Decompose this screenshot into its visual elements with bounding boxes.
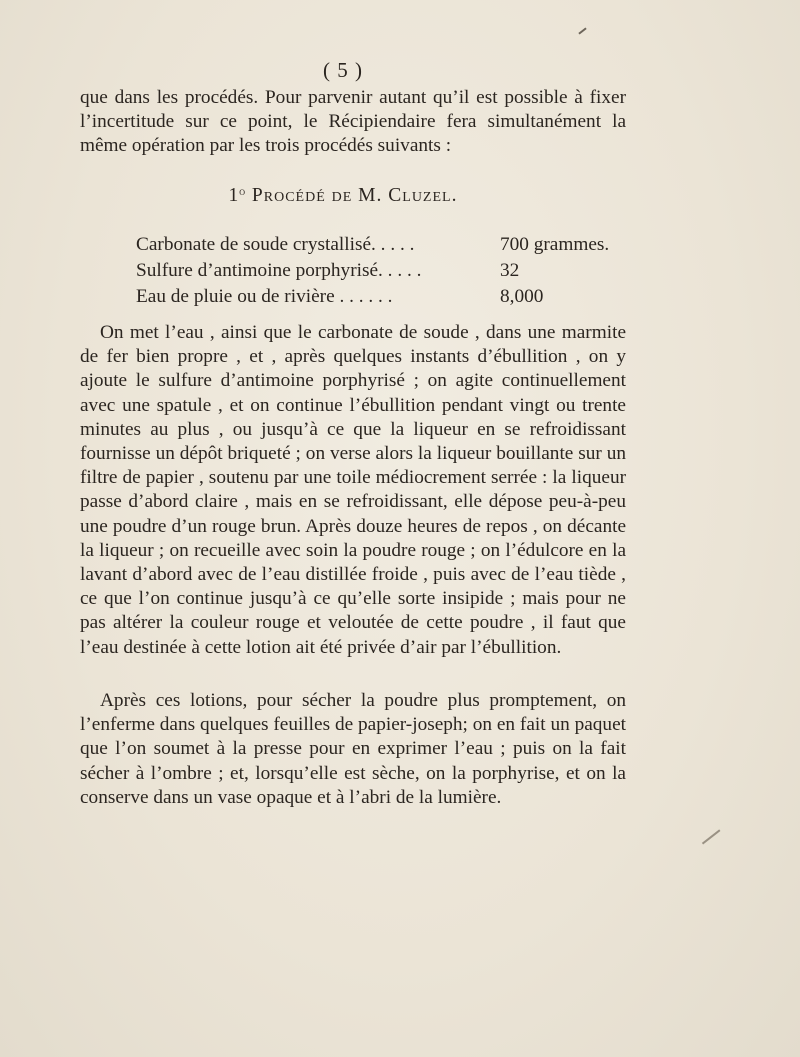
ingredient-row [136,284,636,310]
main-paragraph: On met l’eau , ainsi que le carbonate de soude , dans une marmite de fer bien propre , et , après quelques instants d’ébullition , on y ajoute le sulfure d’antimoine porphyrisé ; on agite continuellement avec une spatule , et on continue l’ébullition pendant vingt ou trente minutes au plus , ou jusqu’à ce que la liqueur en se refroidissant fournisse un dépôt briqueté ; on verse alors la liqueur bouillante sur un filtre de papier , soutenu par une toile médiocrement serrée : la liqueur passe d’abord claire , mais en se refroidissant, elle dépose peu-à-peu une poudre d’un rouge brun. Après douze heures de repos , on décante la liqueur ; on recueille avec soin la poudre rouge ; on l’édulcore en la lavant d’abord avec de l’eau distillée froide , puis avec de l’eau tiède , ce que l’on continue jusqu’à ce qu’elle sorte insipide ; mais pour ne pas altérer la couleur rouge et veloutée de cette poudre , il faut que l’eau destinée à cette lotion ait été privée d’air par l’ébullition. [80,322,626,658]
ingredient-quantity: 700 grammes. [500,234,610,255]
section-number: 1 [228,185,240,206]
closing-paragraph: Après ces lotions, pour sécher la poudre plus promptement, on l’enferme dans quelques feuilles de papier-joseph; on en fait un paquet que l’on soumet à la presse pour en exprimer l’eau ; puis on la fait sécher à l’ombre ; et, lorsqu’elle est sèche, on la porphyrise, et on la conserve dans un vase opaque et à l’abri de la lumière. [80,690,626,808]
ingredient-name: Eau de pluie ou de rivière . . . . . . [136,286,393,307]
ink-mark [702,829,720,844]
ink-mark [578,27,586,34]
ingredient-row [136,258,636,284]
ingredient-name: Sulfure d’antimoine porphyrisé. . . . . [136,260,422,281]
intro-paragraph: que dans les procédés. Pour parvenir autant qu’il est possible à fixer l’incertitude sur ce point, le Récipiendaire fera simultanément la même opération par les trois procédés suivants : [80,87,626,157]
ingredient-quantity: 32 [500,260,520,281]
ingredient-name: Carbonate de soude crystallisé. . . . . [136,234,415,255]
ingredient-row [136,232,636,258]
section-ordinal: o [239,186,247,198]
section-title: Procédé de M. Cluzel. [251,185,458,206]
section-heading [0,185,686,207]
page-number: ( 5 ) [323,58,363,82]
ingredient-quantity: 8,000 [500,286,544,307]
ingredient-list [136,232,636,310]
